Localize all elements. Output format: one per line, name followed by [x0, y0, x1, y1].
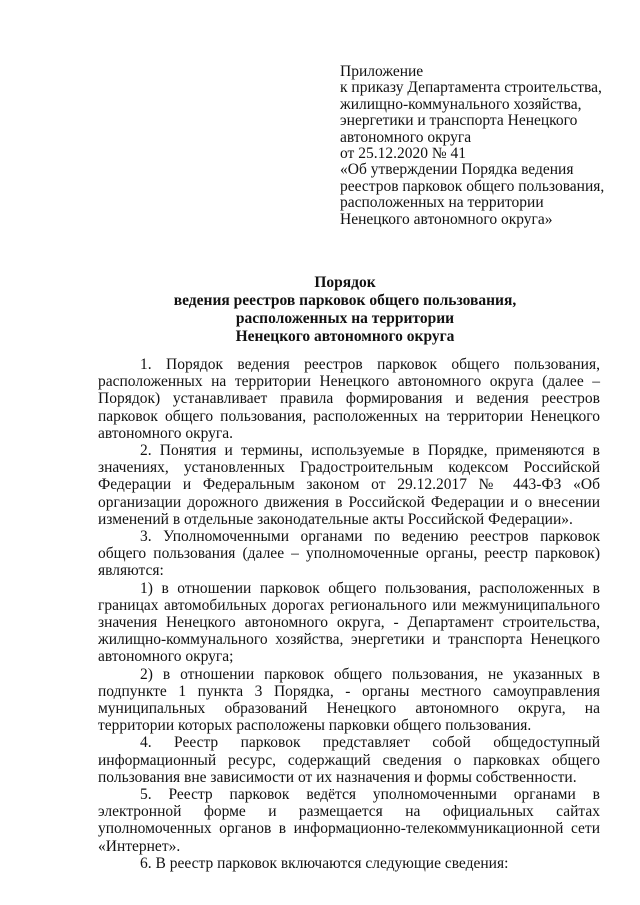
approval-block [340, 64, 610, 228]
approval-line: Приложение [340, 63, 424, 80]
paragraph-3: 3. Уполномоченными органами по ведению реестров парковок общего пользования (далее – уполномоченные органы, реестр парковок) являются: [98, 528, 600, 580]
title-line: ведения реестров парковок общего пользования, [173, 292, 517, 309]
approval-line: от 25.12.2020 № 41 [340, 145, 466, 163]
approval-line: энергетики и транспорта Ненецкого [340, 112, 578, 130]
approval-line: реестров парковок общего пользования, [340, 177, 605, 195]
paragraph-1: 1. Порядок ведения реестров парковок общего пользования, расположенных на территории Ненецкого автономного округа (далее – Порядок) устанавливает правила формирования и ведения реестров парковок общего пользования, расположенных на территории Ненецкого автономного округа. [98, 356, 600, 442]
approval-line: Ненецкого автономного округа» [340, 210, 553, 228]
approval-line: автономного округа [340, 128, 472, 146]
paragraph-2: 2. Понятия и термины, используемые в Порядке, применяются в значениях, установленных Градостроительным кодексом Российской Федерации и Федеральным законом от 29.12.2017 № 443-ФЗ «Об организации дорожного движения в Российской Федерации и о внесении изменений в отдельные законодательные акты Российской Федерации». [98, 442, 600, 528]
document-body [98, 356, 600, 872]
title-line: расположенных на территории [235, 310, 455, 327]
title-line: Ненецкого автономного округа [235, 328, 455, 345]
paragraph-5: 5. Реестр парковок ведётся уполномоченными органами в электронной форме и размещается на официальных сайтах уполномоченных органов в информационно-телекоммуникационной сети «Интернет». [98, 786, 600, 855]
subparagraph-3-2: 2) в отношении парковок общего пользования, не указанных в подпункте 1 пункта 3 Порядка, - органы местного самоуправления муниципальных образований Ненецкого автономного округа, на территории которых расположены парковки общего пользования. [98, 665, 600, 735]
subparagraph-3-1: 1) в отношении парковок общего пользования, расположенных в границах автомобильных дорогах регионального или межмуниципального значения Ненецкого автономного округа, - Департамент строительства, жилищно-коммунального хозяйства, энергетики и транспорта Ненецкого автономного округа; [98, 579, 600, 666]
approval-line: жилищно-коммунального хозяйства, [340, 95, 582, 113]
approval-line: к приказу Департамента строительства, [340, 79, 602, 97]
title-line: Порядок [314, 274, 376, 291]
approval-line: «Об утверждении Порядка ведения [340, 161, 574, 179]
paragraph-6: 6. В реестр парковок включаются следующие сведения: [140, 854, 509, 872]
approval-line: расположенных на территории [340, 194, 544, 212]
document-title [90, 274, 600, 346]
paragraph-4: 4. Реестр парковок представляет собой общедоступный информационный ресурс, содержащий сведения о парковках общего пользования вне зависимости от их назначения и формы собственности. [98, 734, 600, 786]
